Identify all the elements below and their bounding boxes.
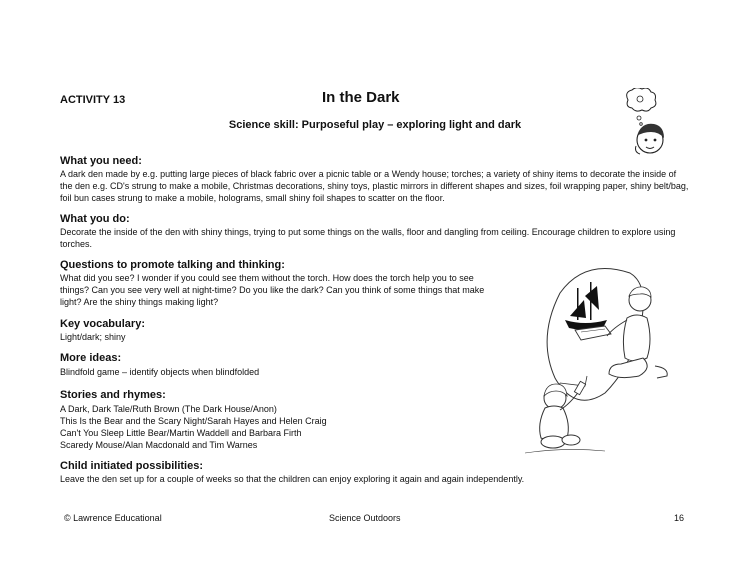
section-body-vocab: Light/dark; shiny [60,332,126,342]
section-heading-vocab: Key vocabulary: [60,318,145,330]
footer-copyright: © Lawrence Educational [64,513,162,523]
section-heading-child: Child initiated possibilities: [60,460,204,472]
stories-list [60,403,327,451]
activity-number: ACTIVITY 13 [60,94,126,106]
page-number: 16 [674,513,685,523]
children-with-torch-illustration [515,258,690,458]
thinking-child-icon [618,88,676,156]
section-body-more: Blindfold game – identify objects when blindfolded [60,367,260,377]
science-skill: Science skill: Purposeful play – exploring light and dark [228,119,522,131]
list-item: A Dark, Dark Tale/Ruth Brown (The Dark House/Anon) [60,404,277,414]
page-title: In the Dark [322,89,400,106]
section-heading-questions: Questions to promote talking and thinking: [60,259,285,271]
section-body-questions: What did you see? I wonder if you could see them without the torch. How does the torch help you to see things? Can you see very well at night-time? Do you like the dark? Can you think of some things that make light? Are the shiny things making light? [60,273,485,307]
list-item: Scaredy Mouse/Alan Macdonald and Tim Warnes [60,440,258,450]
section-body-do: Decorate the inside of the den with shiny things, trying to put some things on the walls, floor and dangling from ceiling. Encourage children to explore using torches. [60,227,676,249]
list-item: Can't You Sleep Little Bear/Martin Waddell and Barbara Firth [60,428,302,438]
section-heading-need: What you need: [60,155,142,167]
section-heading-stories: Stories and rhymes: [60,389,166,401]
section-heading-do: What you do: [60,213,130,225]
section-heading-more: More ideas: [60,352,122,364]
footer-book-title: Science Outdoors [329,513,401,523]
section-body-child: Leave the den set up for a couple of weeks so that the children can enjoy exploring it again and again independently. [60,474,525,484]
list-item: This Is the Bear and the Scary Night/Sarah Hayes and Helen Craig [60,416,327,426]
section-body-need: A dark den made by e.g. putting large pieces of black fabric over a picnic table or a Wendy house; torches; a variety of shiny items to decorate the inside of the den e.g. CD's strung to make a mobile, Christmas decorations, shiny toys, plastic mirrors in different shapes and sizes, foil wrapping paper, shiny belt/bag, foil bun cases strung to make a mobile, holograms, small shiny foil shapes to scatter on the floor. [60,169,689,203]
